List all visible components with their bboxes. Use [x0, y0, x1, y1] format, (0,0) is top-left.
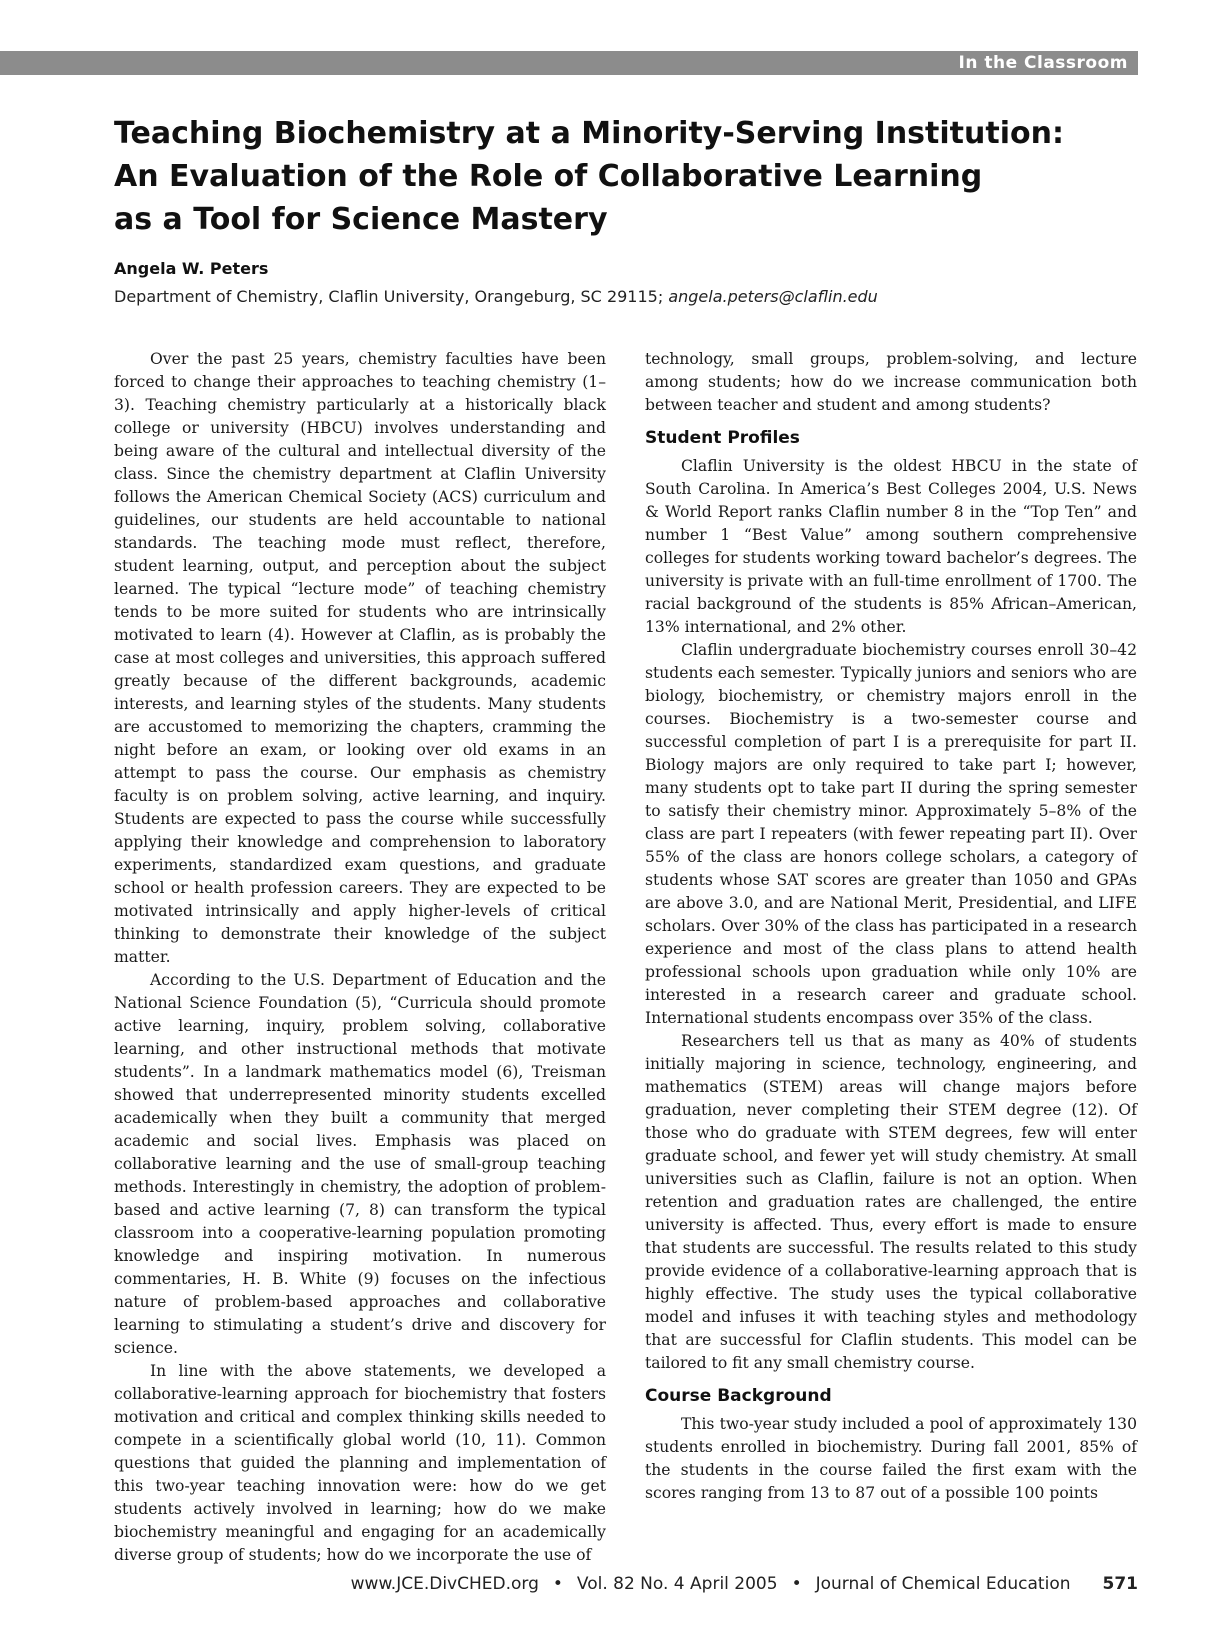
section-tag: In the Classroom: [958, 53, 1128, 73]
body-paragraph: technology, small groups, problem-solving, and lecture among students; how do we increase communication both between teacher and student and among students?: [645, 350, 1137, 414]
body-paragraph: According to the U.S. Department of Education and the National Science Foundation (5), “Curricula should promote active learning, inquiry, problem solving, collaborative learning, and other instructional methods that motivate students”. In a landmark mathematics model (6), Treisman showed that underrepresented minority students excelled academically when they built a community that merged academic and social lives. Emphasis was placed on collaborative learning and the use of small-group teaching methods. Interestingly in chemistry, the adoption of problem-based and active learning (7, 8) can transform the typical classroom into a cooperative-learning population promoting knowledge and inspiring motivation. In numerous commentaries, H. B. White (9) focuses on the infectious nature of problem-based approaches and collaborative learning to stimulating a student’s drive and discovery for science.: [114, 971, 606, 1357]
title-line: as a Tool for Science Mastery: [114, 202, 608, 237]
body-paragraph: Over the past 25 years, chemistry faculties have been forced to change their approaches to teaching chemistry (1–3). Teaching chemistry particularly at a historically black college or university (HBCU) involves understanding and being aware of the cultural and intellectual diversity of the class. Since the chemistry department at Claflin University follows the American Chemical Society (ACS) curriculum and guidelines, our students are held accountable to national standards. The teaching mode must reflect, therefore, student learning, output, and perception about the subject learned. The typical “lecture mode” of teaching chemistry tends to be more suited for students who are intrinsically motivated to learn (4). However at Claflin, as is probably the case at most colleges and universities, this approach suffered greatly because of the different backgrounds, academic interests, and learning styles of the students. Many students are accustomed to memorizing the chapters, cramming the night before an exam, or looking over old exams in an attempt to pass the course. Our emphasis as chemistry faculty is on problem solving, active learning, and inquiry. Students are expected to pass the course while successfully applying their knowledge and comprehension to laboratory experiments, standardized exam questions, and graduate school or health profession careers. They are expected to be motivated intrinsically and apply higher-levels of critical thinking to demonstrate their knowledge of the subject matter.: [114, 350, 606, 966]
body-paragraph: In line with the above statements, we developed a collaborative-learning approach for biochemistry that fosters motivation and critical and complex thinking skills needed to compete in a scientifically global world (10, 11). Common questions that guided the planning and implementation of this two-year teaching innovation were: how do we get students actively involved in learning; how do we make biochemistry meaningful and engaging for an academically diverse group of students; how do we incorporate the use of: [114, 1362, 606, 1564]
footer-bullet: •: [791, 1574, 802, 1594]
article-title: [114, 112, 1114, 241]
footer-issue: Vol. 82 No. 4 April 2005: [576, 1574, 778, 1594]
right-column: [645, 348, 1137, 1505]
affiliation-text: Department of Chemistry, Claflin University, Orangeburg, SC 29115;: [114, 287, 669, 306]
body-paragraph: Claflin University is the oldest HBCU in the state of South Carolina. In America’s Best Colleges 2004, U.S. News & World Report ranks Claflin number 8 in the “Top Ten” and number 1 “Best Value” among southern comprehensive colleges for students working toward bachelor’s degrees. The university is private with an full-time enrollment of 1700. The racial background of the students is 85% African–American, 13% international, and 2% other.: [645, 457, 1137, 636]
page-footer: [0, 1574, 1138, 1594]
body-paragraph: This two-year study included a pool of approximately 130 students enrolled in biochemistry. During fall 2001, 85% of the students in the course failed the first exam with the scores ranging from 13 to 87 out of a possible 100 points: [645, 1415, 1137, 1502]
section-heading: Course Background: [645, 1386, 832, 1406]
footer-website[interactable]: www.JCE.DivCHED.org: [350, 1574, 539, 1594]
page-number: 571: [1102, 1574, 1138, 1594]
body-paragraph: Researchers tell us that as many as 40% of students initially majoring in science, technology, engineering, and mathematics (STEM) areas will change majors before graduation, never completing their STEM degree (12). Of those who do graduate with STEM degrees, few will enter graduate school, and fewer yet will study chemistry. At small universities such as Claflin, failure is not an option. When retention and graduation rates are challenged, the entire university is affected. Thus, every effort is made to ensure that students are successful. The results related to this study provide evidence of a collaborative-learning approach that is highly effective. The study uses the typical collaborative model and infuses it with teaching styles and methodology that are successful for Claflin students. This model can be tailored to fit any small chemistry course.: [645, 1032, 1137, 1372]
footer-bullet: •: [552, 1574, 563, 1594]
left-column: [114, 348, 606, 1567]
section-header-bar: [0, 51, 1138, 75]
body-paragraph: Claflin undergraduate biochemistry courses enroll 30–42 students each semester. Typically juniors and seniors who are biology, biochemistry, or chemistry majors enroll in the courses. Biochemistry is a two-semester course and successful completion of part I is a prerequisite for part II. Biology majors are only required to take part I; however, many students opt to take part II during the spring semester to satisfy their chemistry minor. Approximately 5–8% of the class are part I repeaters (with fewer repeating part II). Over 55% of the class are honors college scholars, a category of students whose SAT scores are greater than 1050 and GPAs are above 3.0, and are National Merit, Presidential, and LIFE scholars. Over 30% of the class has participated in a research experience and most of the class plans to attend health professional schools upon graduation while only 10% are interested in a research career and graduate school. International students encompass over 35% of the class.: [645, 641, 1137, 1027]
author-affiliation: [114, 287, 878, 306]
section-heading: Student Profiles: [645, 428, 800, 448]
title-line: Teaching Biochemistry at a Minority-Serving Institution:: [114, 116, 1064, 151]
author-name: Angela W. Peters: [114, 259, 269, 278]
footer-journal: Journal of Chemical Education: [815, 1574, 1071, 1594]
title-line: An Evaluation of the Role of Collaborative Learning: [114, 159, 983, 194]
author-email[interactable]: angela.peters@claflin.edu: [668, 287, 878, 306]
